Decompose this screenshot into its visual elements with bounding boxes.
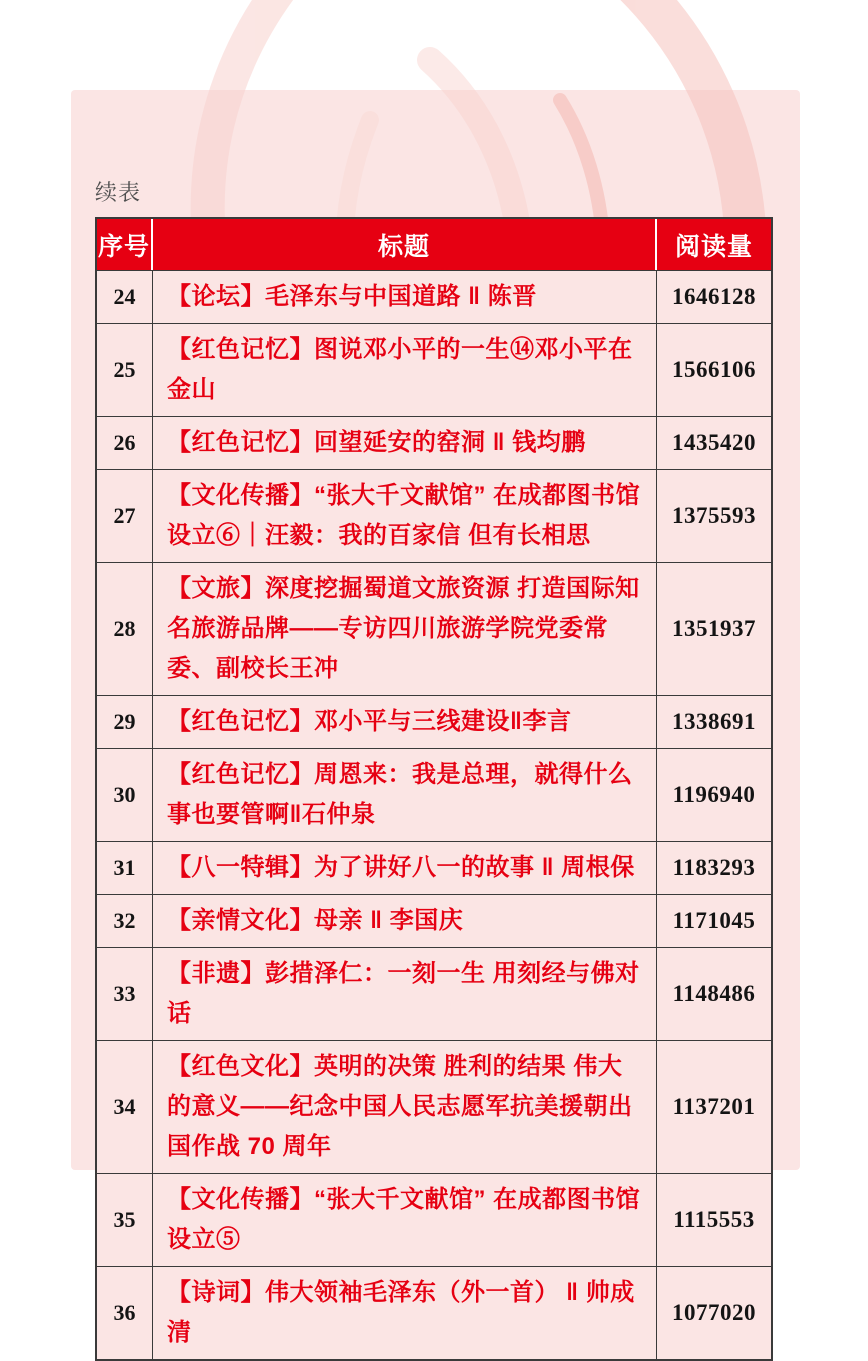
- article-title: 【红色记忆】回望延安的窑洞 ‖ 钱均鹏: [167, 429, 586, 456]
- read-count: 1566106: [672, 357, 756, 382]
- article-title: 【论坛】毛泽东与中国道路 ‖ 陈晋: [167, 283, 537, 310]
- read-count: 1115553: [673, 1207, 755, 1232]
- table-row: [97, 416, 771, 469]
- read-count: 1435420: [672, 430, 756, 455]
- table-row: [97, 562, 771, 695]
- row-number: 32: [113, 908, 136, 933]
- row-number: 29: [113, 709, 136, 734]
- table-header-row: [97, 219, 771, 270]
- row-number: 28: [113, 616, 136, 641]
- read-count: 1148486: [672, 981, 756, 1006]
- header-cell-reads: [657, 219, 771, 270]
- article-title: 【红色记忆】图说邓小平的一生⑭邓小平在金山: [167, 336, 633, 403]
- row-number: 30: [113, 782, 136, 807]
- row-number: 24: [113, 284, 136, 309]
- read-count: 1646128: [672, 284, 756, 309]
- article-title: 【文化传播】“张大千文献馆” 在成都图书馆设立⑤: [167, 1186, 641, 1253]
- row-number: 36: [113, 1300, 136, 1325]
- table-row: [97, 841, 771, 894]
- row-number: 25: [113, 357, 136, 382]
- article-title: 【八一特辑】为了讲好八一的故事 ‖ 周根保: [167, 854, 635, 881]
- article-title: 【非遗】彭措泽仁：一刻一生 用刻经与佛对话: [167, 960, 640, 1027]
- article-rank-table: [95, 217, 773, 1361]
- read-count: 1338691: [672, 709, 756, 734]
- article-title: 【红色记忆】周恩来：我是总理，就得什么事也要管啊‖石仲泉: [167, 761, 633, 828]
- table-row: [97, 947, 771, 1040]
- table-row: [97, 695, 771, 748]
- read-count: 1171045: [672, 908, 756, 933]
- article-title: 【诗词】伟大领袖毛泽东（外一首） ‖ 帅成清: [167, 1279, 635, 1346]
- table-row: [97, 894, 771, 947]
- table-row: [97, 270, 771, 323]
- article-title: 【红色文化】英明的决策 胜利的结果 伟大的意义——纪念中国人民志愿军抗美援朝出国作战 70 周年: [167, 1053, 633, 1160]
- read-count: 1077020: [672, 1300, 756, 1325]
- read-count: 1137201: [672, 1094, 756, 1119]
- article-title: 【红色记忆】邓小平与三线建设‖李言: [167, 708, 572, 735]
- table-row: [97, 1173, 771, 1266]
- article-title: 【文化传播】“张大千文献馆” 在成都图书馆设立⑥｜汪毅：我的百家信 但有长相思: [167, 482, 641, 549]
- read-count: 1183293: [672, 855, 756, 880]
- header-title-label: 标题: [377, 232, 430, 261]
- row-number: 35: [113, 1207, 136, 1232]
- header-no-label: 序号: [97, 232, 150, 261]
- table-row: [97, 748, 771, 841]
- table-row: [97, 469, 771, 562]
- header-reads-label: 阅读量: [674, 232, 753, 261]
- article-title: 【文旅】深度挖掘蜀道文旅资源 打造国际知名旅游品牌——专访四川旅游学院党委常委、副校长王冲: [167, 575, 640, 682]
- row-number: 27: [113, 503, 136, 528]
- header-cell-title: [153, 219, 657, 270]
- continuation-label: 续表: [95, 180, 142, 205]
- row-number: 34: [113, 1094, 136, 1119]
- header-cell-no: [97, 219, 153, 270]
- read-count: 1375593: [672, 503, 756, 528]
- table-row: [97, 323, 771, 416]
- read-count: 1351937: [672, 616, 756, 641]
- row-number: 26: [113, 430, 136, 455]
- table-row: [97, 1266, 771, 1359]
- row-number: 33: [113, 981, 136, 1006]
- read-count: 1196940: [672, 782, 756, 807]
- article-title: 【亲情文化】母亲 ‖ 李国庆: [167, 907, 464, 934]
- table-row: [97, 1040, 771, 1173]
- row-number: 31: [113, 855, 136, 880]
